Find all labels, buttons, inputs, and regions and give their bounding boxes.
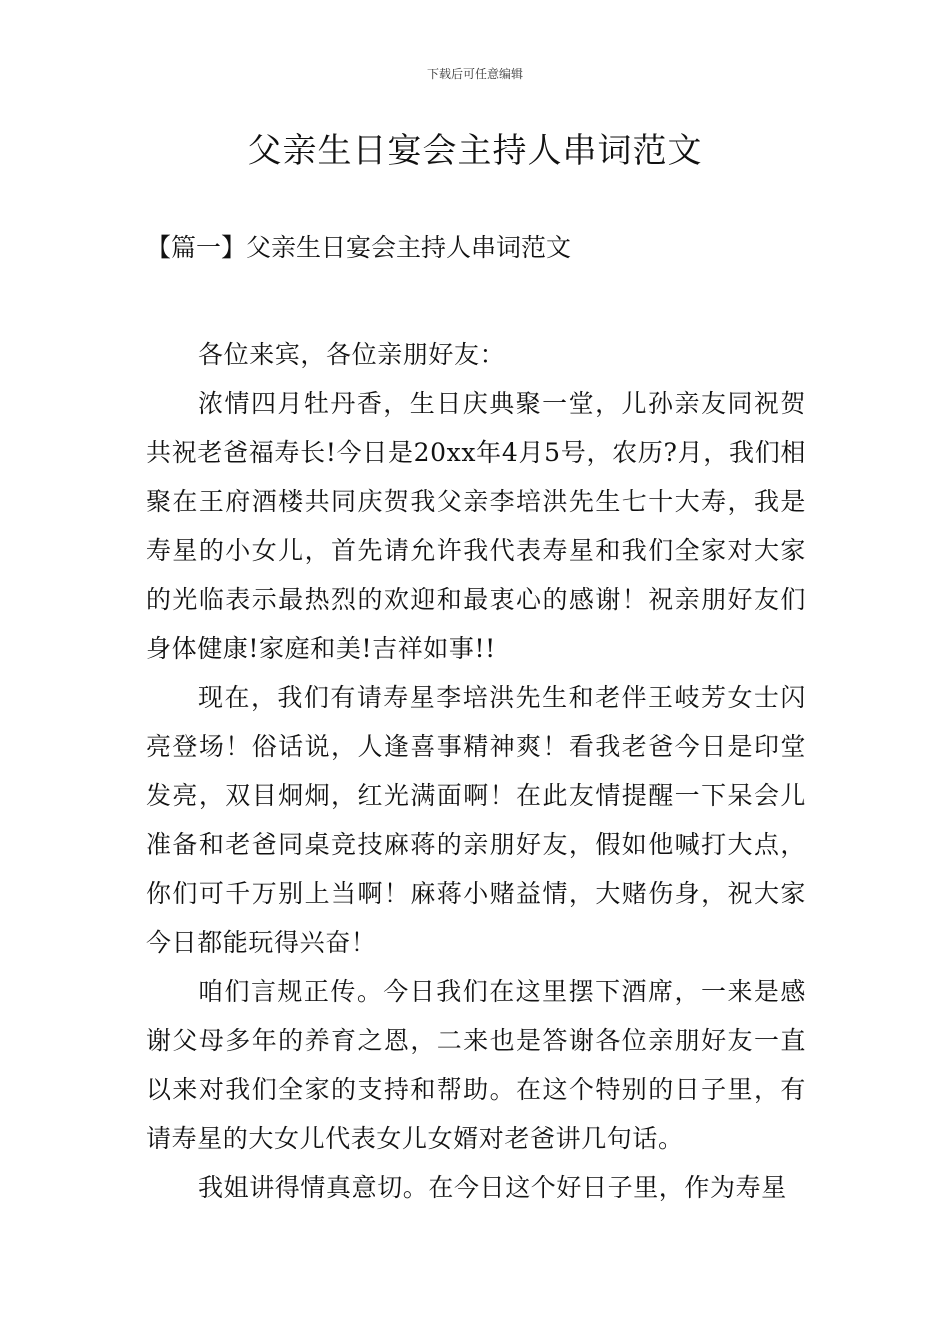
document-title: 父亲生日宴会主持人串词范文 (247, 131, 703, 171)
header-note: 下载后可任意编辑 (426, 67, 523, 81)
paragraph-greeting: 各位来宾，各位亲朋好友： (198, 340, 506, 369)
paragraph-continuation: 我姐讲得情真意切。在今日这个好日子里，作为寿星 (198, 1173, 787, 1202)
paragraph-invitation: 现在，我们有请寿星李培洪先生和老伴王岐芳女士闪亮登场！俗话说，人逢喜事精神爽！看我老爸今日是印堂发亮，双目炯炯，红光满面啊！在此友情提醒一下呆会儿准备和老爸同桌竞技麻蒋的亲朋好友，假如他喊打大点，你们可千万别上当啊！麻蒋小赌益情，大赌伤身，祝大家今日都能玩得兴奋！ (146, 683, 806, 957)
paragraph-thanks: 咱们言规正传。今日我们在这里摆下酒席，一来是感谢父母多年的养育之恩，二来也是答谢各位亲朋好友一直以来对我们全家的支持和帮助。在这个特别的日子里，有请寿星的大女儿代表女儿女婿对老爸讲几句话。 (146, 977, 806, 1153)
document-body (146, 330, 806, 1212)
section-heading: 【篇一】父亲生日宴会主持人串词范文 (146, 233, 572, 262)
paragraph-opening: 浓情四月牡丹香，生日庆典聚一堂，儿孙亲友同祝贺共祝老爸福寿长!今日是20xx年4月5号，农历?月，我们相聚在王府酒楼共同庆贺我父亲李培洪先生七十大寿，我是寿星的小女儿，首先请允许我代表寿星和我们全家对大家的光临表示最热烈的欢迎和最衷心的感谢！祝亲朋好友们身体健康!家庭和美!吉祥如事!! (146, 389, 806, 663)
